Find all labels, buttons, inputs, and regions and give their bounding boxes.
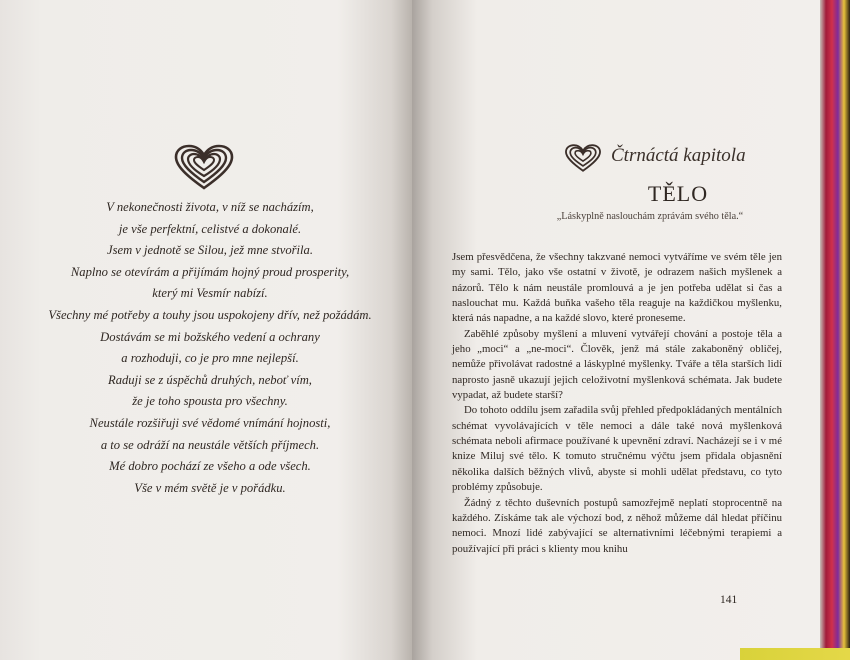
poem-line: V nekonečnosti života, v níž se nacházím, [106,200,314,214]
chapter-title: Čtrnáctá kapitola [611,145,746,166]
book-edge [820,0,850,660]
poem-line: Raduji se z úspěchů druhých, neboť vím, [108,372,312,387]
body-paragraph: Zaběhlé způsoby myšlení a mluvení vytvářejí chování a postoje těla a jeho „moci“ a „ne-moci“. Člověk, jenž má stále zakaboněný obličej, nemůže přivolávat radostné a láskyplné myšlenky. Tváře a těla starších lidí naprosto jasně ukazují jejich celoživotní myšlenková schémata. Jak budete vypadat, až budete starší? [452,327,782,402]
poem-line: že je toho spousta pro všechny. [132,394,288,409]
body-paragraph: Žádný z těchto duševních postupů samozřejmě neplatí stoprocentně na každého. Získáme tak ale výchozí bod, z něhož můžeme dál hledat příčinu nemoci. Mnozí lidé zabývající se alternativními léčebnými terapiemi a používající při práci s klienty mou knihu [452,496,782,555]
poem-line: je vše perfektní, celistvé a dokonalé. [118,221,302,236]
left-page [0,0,412,660]
poem-line: Mé dobro pochází ze všeho a ode všech. [109,459,311,474]
body-paragraph: Jsem přesvědčena, že všechny takzvané nemoci vytváříme ve svém těle jen my sami. Tělo, jako vše ostatní v životě, je odrazem našich myšlenek a názorů. Tělo k nám neustále promlouvá a je jen potřeba udělat si čas a naslouchat mu. Každá buňka vašeho těla reaguje na každičkou myšlenku, která nás napadne, a na každé slovo, které proneseme. [452,251,782,325]
affirmation-poem [40,197,380,499]
poem-line: a rozhoduji, co je pro mne nejlepší. [121,351,299,366]
chapter-subject: TĚLO [647,181,709,206]
poem-line: a to se odráží na neustále větších příjmech. [100,437,320,452]
poem-line: Všechny mé potřeby a touhy jsou uspokojeny dřív, než požádám. [48,307,372,322]
poem-line: Vše v mém světě je v pořádku. [134,480,286,495]
poem-line: který mi Vesmír nabízí. [152,286,268,301]
poem-line: Neustále rozšiřuji své vědomé vnímání hojnosti, [89,415,331,430]
page-number: 141 [720,594,738,606]
body-paragraph: Do tohoto oddílu jsem zařadila svůj přehled předpokládaných mentálních schémat vyvolávajících v těle nemoci a dále také nová myšlenková schémata neboli afirmace používané k upevnění zdraví. Nacházejí se i v mé knize Miluj své tělo. K tomuto stručnému výčtu jsem přidala objasnění několika dalších běžných vlivů, abyste si mohli udělat představu, co tyto problémy způsobuje. [452,404,782,494]
heart-ornament-icon [173,144,235,190]
poem-line: Dostávám se mi božského vedení a ochrany [100,329,320,344]
book-cover-strip [740,648,850,660]
poem-line: Jsem v jednotě se Silou, jež mne stvořila. [106,243,313,258]
poem-line: Naplno se otevírám a přijímám hojný proud prosperity, [70,264,350,279]
chapter-motto: „Láskyplně naslouchám zprávám svého těla.“ [556,211,744,222]
chapter-body [452,250,782,557]
heart-ornament-icon [563,144,603,172]
